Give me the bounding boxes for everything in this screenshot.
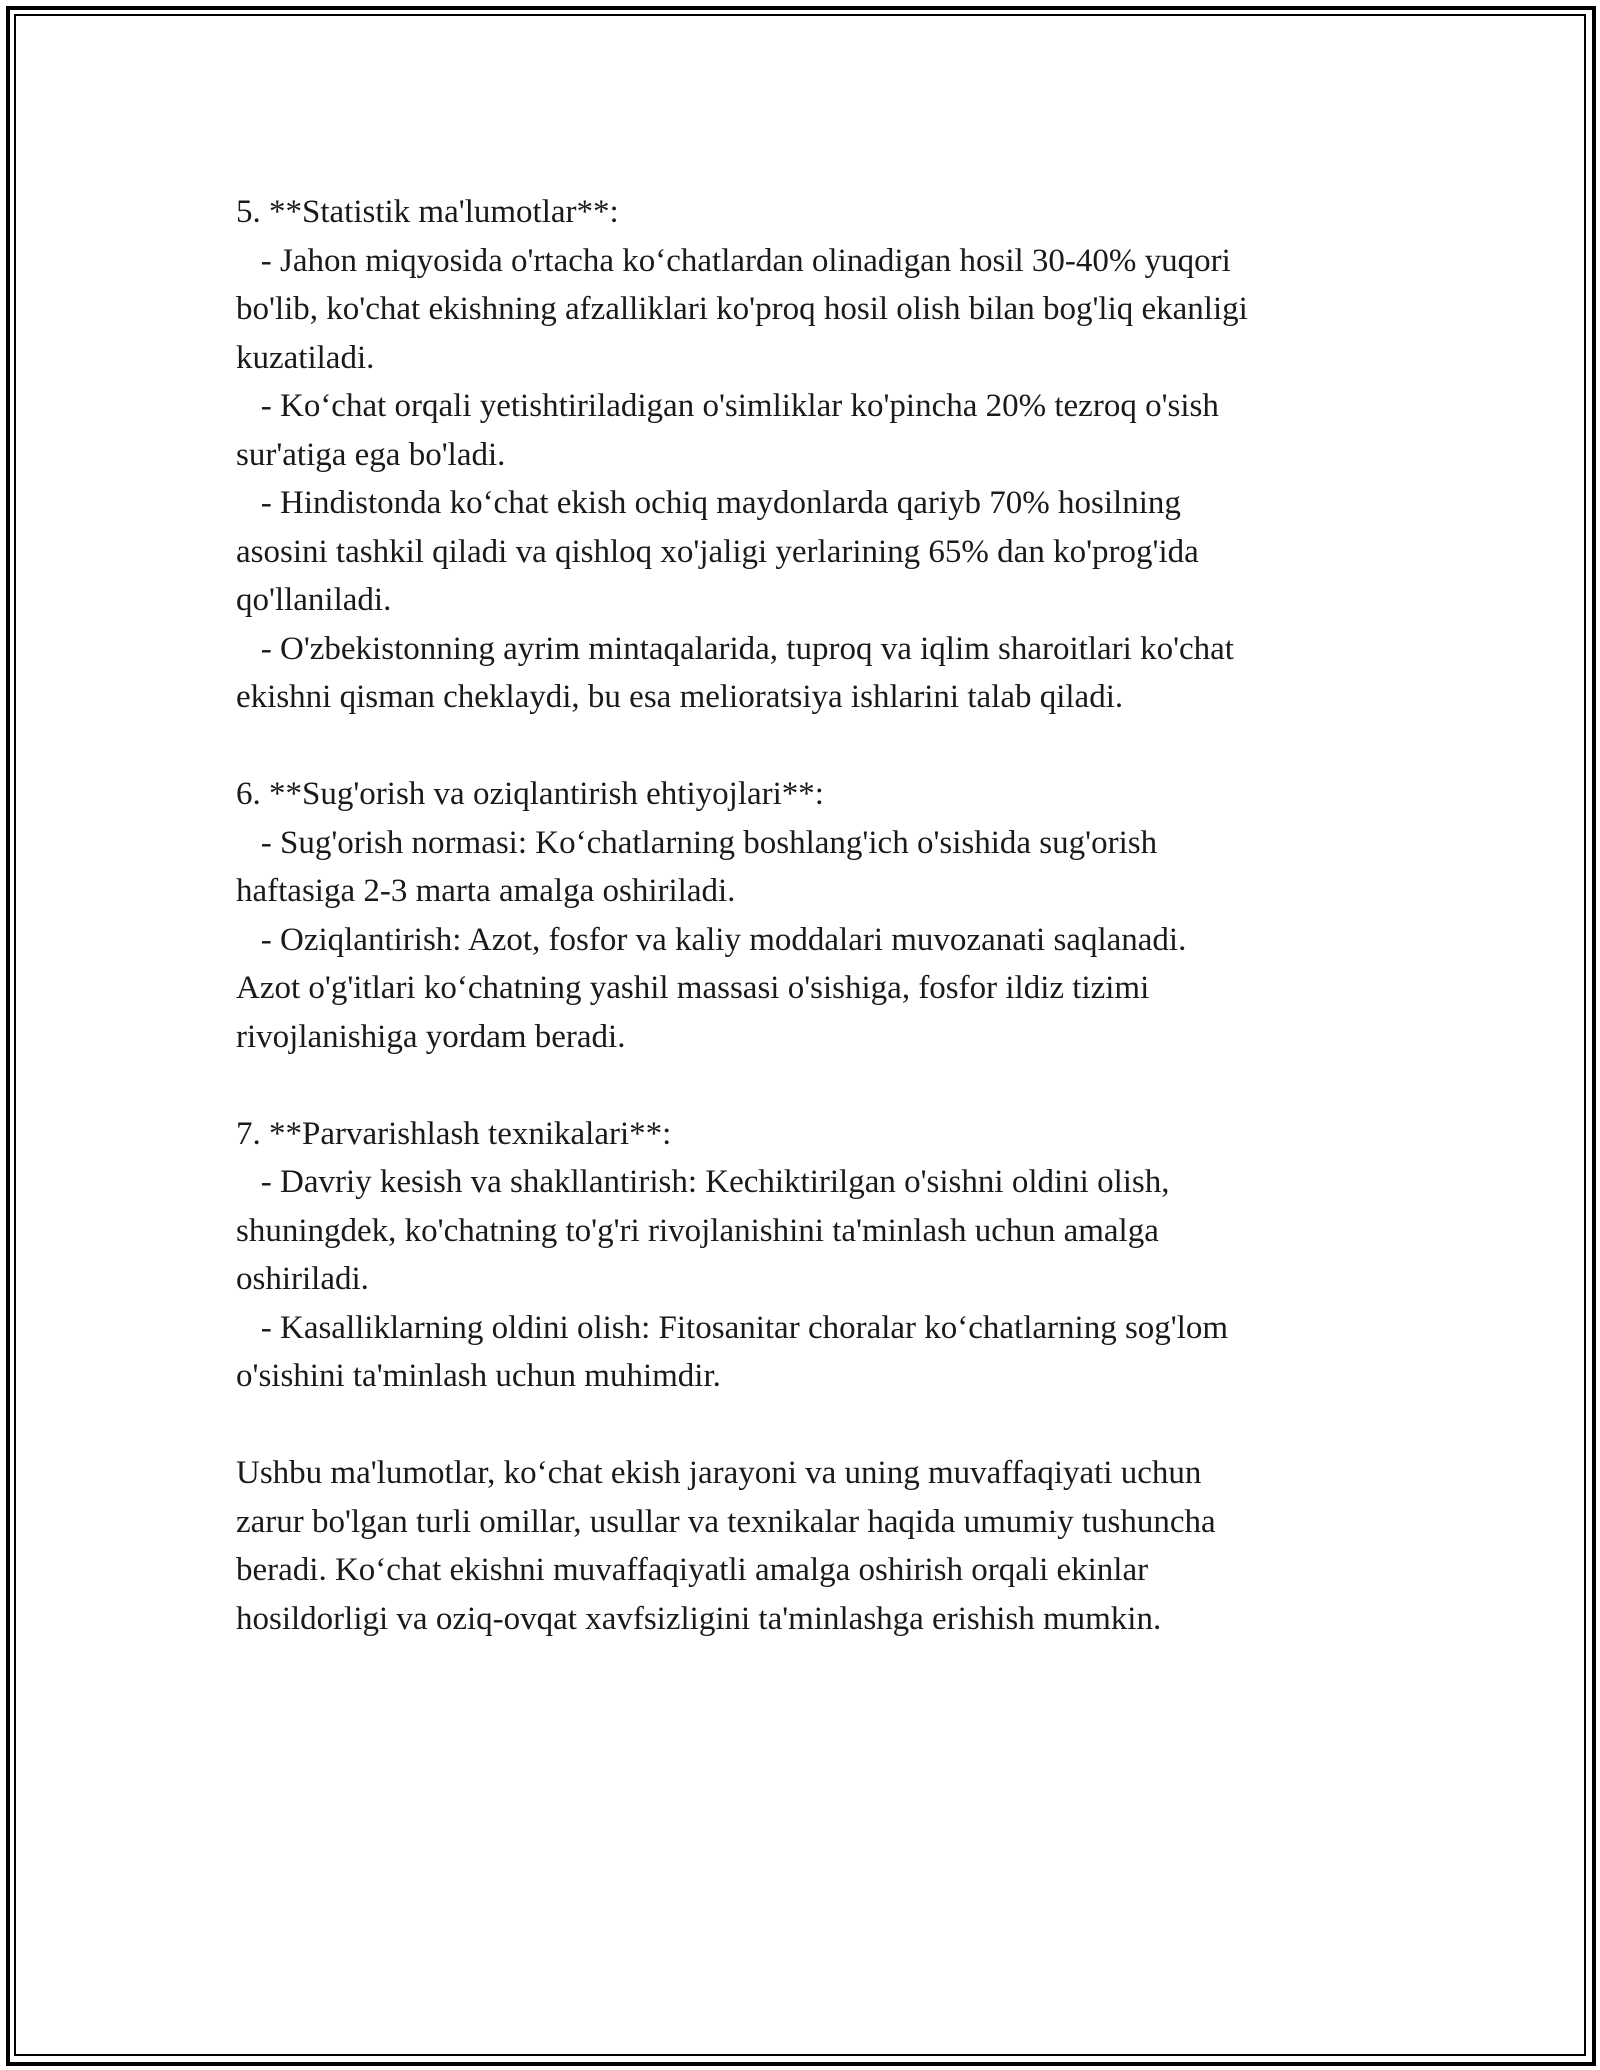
section-7-heading: 7. **Parvarishlash texnikalari**: — [236, 1115, 672, 1152]
section-5-heading: 5. **Statistik ma'lumotlar**: — [236, 194, 619, 230]
text-line: bo'lib, ko'chat ekishning afzalliklari ko'proq hosil olish bilan bog'liq ekanligi — [236, 291, 1248, 327]
text-line: shuningdek, ko'chatning to'g'ri rivojlanishini ta'minlash uchun amalga — [236, 1212, 1159, 1249]
text-line: sur'atiga ega bo'ladi. — [236, 436, 506, 473]
text-line: - Oziqlantirish: Azot, fosfor va kaliy moddalari muvozanati saqlanadi. — [236, 921, 1187, 958]
conclusion-line: Ushbu ma'lumotlar, ko‘chat ekish jarayoni va uning muvaffaqiyati uchun — [236, 1455, 1202, 1491]
blank-line — [236, 1061, 1386, 1110]
document-body — [236, 188, 1386, 1643]
text-line: Azot o'g'itlari ko‘chatning yashil massasi o'sishiga, fosfor ildiz tizimi — [236, 970, 1150, 1006]
blank-line — [236, 1401, 1386, 1450]
text-line: - Ko‘chat orqali yetishtiriladigan o'simliklar ko'pincha 20% tezroq o'sish — [236, 388, 1219, 424]
text-line: haftasiga 2-3 marta amalga oshiriladi. — [236, 873, 736, 909]
section-6-heading: 6. **Sug'orish va oziqlantirish ehtiyojlari**: — [236, 776, 824, 812]
text-line: - Davriy kesish va shakllantirish: Kechiktirilgan o'sishni oldini olish, — [236, 1164, 1170, 1200]
text-line: qo'llaniladi. — [236, 582, 392, 618]
text-line: - Sug'orish normasi: Ko‘chatlarning boshlang'ich o'sishida sug'orish — [236, 824, 1158, 861]
text-line: kuzatiladi. — [236, 339, 375, 376]
text-line: rivojlanishiga yordam beradi. — [236, 1018, 626, 1055]
conclusion-line: zarur bo'lgan turli omillar, usullar va texnikalar haqida umumiy tushuncha — [236, 1503, 1216, 1540]
text-line: - Jahon miqyosida o'rtacha ko‘chatlardan olinadigan hosil 30-40% yuqori — [236, 242, 1231, 279]
text-line: - O'zbekistonning ayrim mintaqalarida, tuproq va iqlim sharoitlari ko'chat — [236, 630, 1234, 667]
text-line: - Kasalliklarning oldini olish: Fitosanitar choralar ko‘chatlarning sog'lom — [236, 1309, 1229, 1346]
blank-line — [236, 722, 1386, 771]
text-line: ekishni qisman cheklaydi, bu esa melioratsiya ishlarini talab qiladi. — [236, 679, 1124, 715]
text-line: o'sishini ta'minlash uchun muhimdir. — [236, 1358, 721, 1394]
conclusion-line: beradi. Ko‘chat ekishni muvaffaqiyatli amalga oshirish orqali ekinlar — [236, 1552, 1149, 1588]
text-line: - Hindistonda ko‘chat ekish ochiq maydonlarda qariyb 70% hosilning — [236, 485, 1181, 521]
text-line: asosini tashkil qiladi va qishloq xo'jaligi yerlarining 65% dan ko'prog'ida — [236, 533, 1199, 570]
text-line: oshiriladi. — [236, 1261, 369, 1297]
conclusion-line: hosildorligi va oziq-ovqat xavfsizligini ta'minlashga erishish mumkin. — [236, 1600, 1162, 1637]
